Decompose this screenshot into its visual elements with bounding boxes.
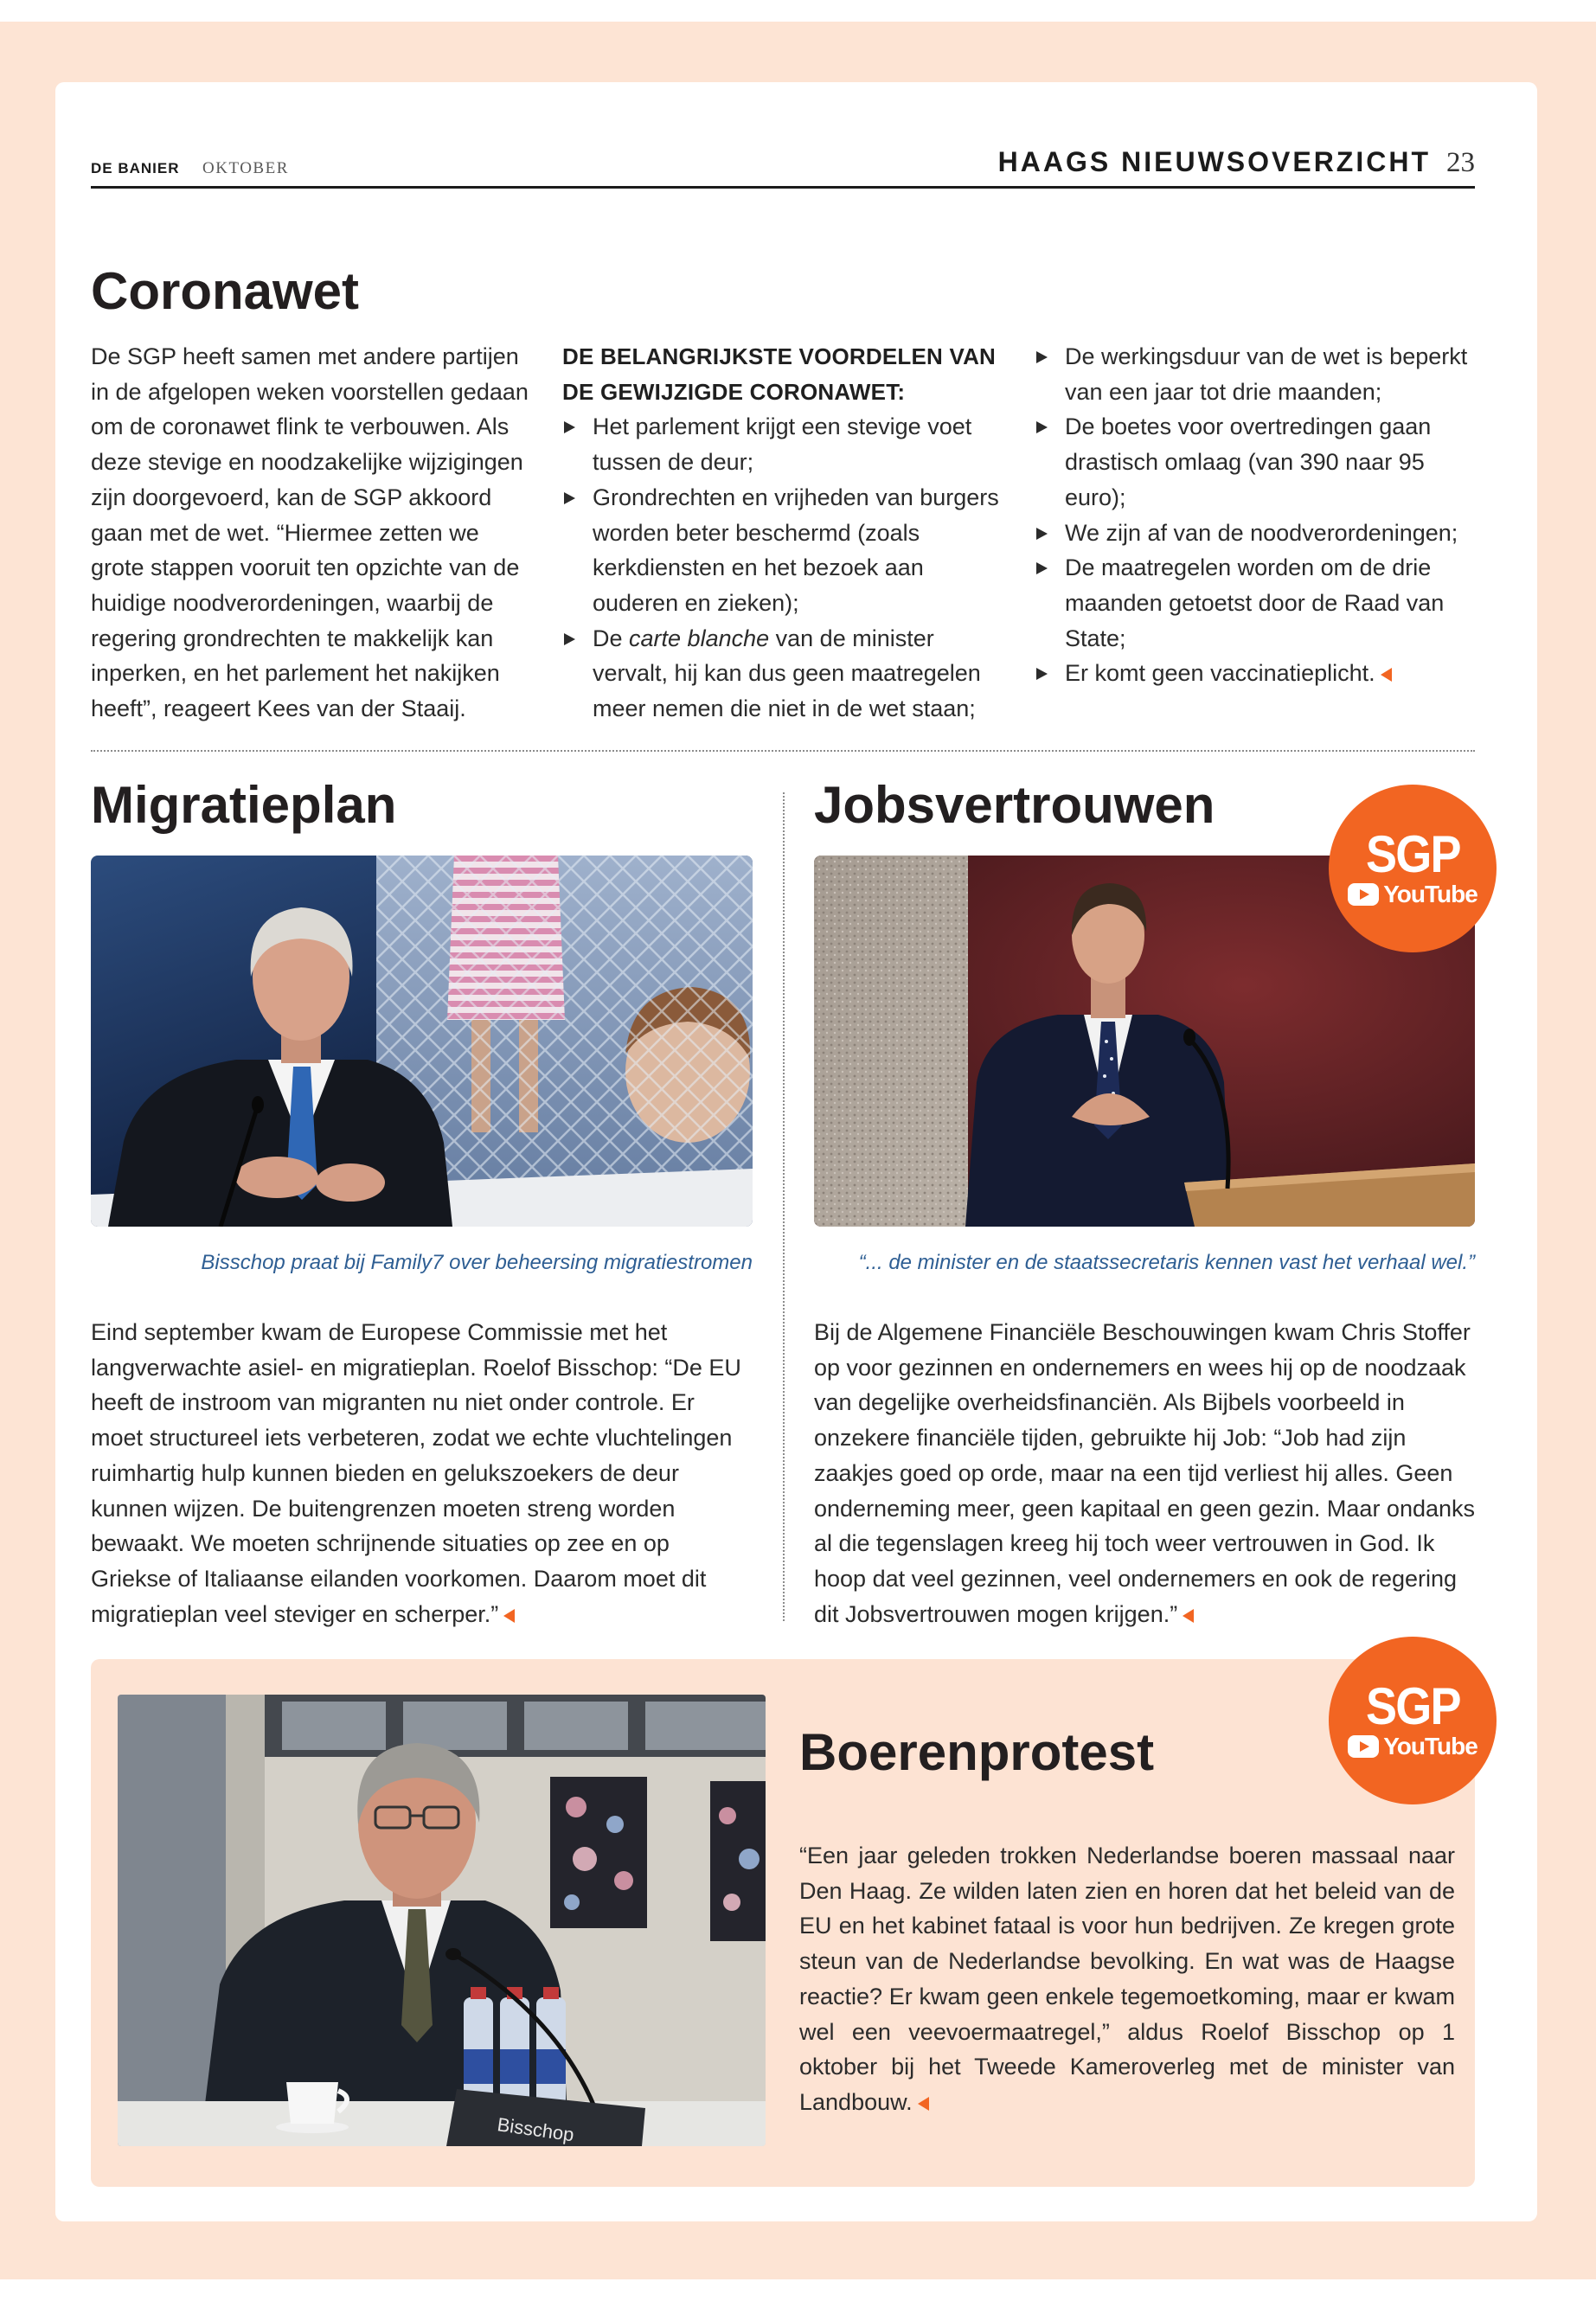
boerenprotest-title: Boerenprotest xyxy=(799,1723,1155,1781)
stone-pillar xyxy=(814,856,968,1227)
table xyxy=(118,2101,766,2146)
coronawet-title: Coronawet xyxy=(91,262,360,320)
wall-painting xyxy=(710,1781,766,1941)
list-item-text: Het parlement krijgt een stevige voet tussen de deur; xyxy=(593,413,972,476)
youtube-text: YouTube xyxy=(1383,1733,1477,1759)
migratieplan-caption: Bisschop praat bij Family7 over beheersing migratiestromen xyxy=(201,1251,753,1274)
issue-month: OKTOBER xyxy=(202,159,289,177)
jobsvertrouwen-caption: “... de minister en de staatssecretaris kennen vast het verhaal wel.” xyxy=(858,1251,1475,1274)
boerenprotest-body xyxy=(799,1838,1455,2120)
triangle-right-icon xyxy=(1036,528,1048,540)
youtube-play-icon xyxy=(1348,1735,1379,1758)
list-item-text: De werkingsduur van de wet is beperkt van een jaar tot drie maanden; xyxy=(1065,343,1468,405)
list-item-emphasis: carte blanche xyxy=(629,625,770,651)
migratieplan-body xyxy=(91,1315,753,1631)
list-item-text: van de minister vervalt, hij kan dus geen maatregelen meer nemen die niet in de wet staan; xyxy=(593,625,981,722)
list-item-text: Er komt geen vaccinatieplicht. xyxy=(1065,660,1375,687)
coronawet-intro: De SGP heeft samen met andere partijen in de afgelopen weken voorstellen gedaan om de coronawet flink te verbouwen. Als deze stevige en noodzakelijke wijzigingen zijn doorgevoerd, kan de SGP akkoord gaan met de wet. “Hiermee zetten we grote stappen vooruit ten opzichte van de huidige noodverordeningen, waarbij de regering grondrechten te makkelijk kan inperken, en het parlement het nakijken heeft”, reageert Kees van der Staaij. xyxy=(91,343,529,722)
sgp-logo: SGP xyxy=(1365,825,1460,883)
column-divider xyxy=(783,792,785,1621)
triangle-left-icon xyxy=(1381,668,1392,682)
benefits-list xyxy=(1035,339,1476,691)
sgp-youtube-badge xyxy=(1329,1637,1497,1804)
sgp-logo: SGP xyxy=(1365,1677,1460,1735)
triangle-right-icon xyxy=(564,421,575,433)
coronawet-benefits-column-1 xyxy=(562,339,1005,727)
list-item xyxy=(562,480,1005,621)
benefits-heading: DE BELANGRIJKSTE VOORDELEN VAN DE GEWIJZIGDE CORONAWET: xyxy=(562,343,997,405)
wall-painting xyxy=(550,1777,647,1928)
section-header xyxy=(998,145,1475,179)
list-item-text: De boetes voor overtredingen gaan drastisch omlaag (van 390 naar 95 euro); xyxy=(1065,413,1432,510)
page-number: 23 xyxy=(1446,147,1475,178)
benefits-list xyxy=(562,409,1005,726)
triangle-right-icon xyxy=(1036,421,1048,433)
list-item-text: De maatregelen worden om de drie maanden getoetst door de Raad van State; xyxy=(1065,554,1445,651)
migratieplan-body-text: Eind september kwam de Europese Commissie met het langverwachte asiel- en migratieplan. Roelof Bisschop: “De EU heeft de instroom van migranten nu niet onder controle. Er moet structureel iets verbeteren, zodat we echte vluchtelingen ruimhartig hulp kunnen bieden en gelukszoekers de deur kunnen wijzen. De buitengrenzen moeten streng worden bewaakt. We moeten schrijnende situaties op zee en op Griekse of Italiaanse eilanden voorkomen. Daarom moet dit migratieplan veel steviger en scherper.” xyxy=(91,1319,741,1627)
publication-name: DE BANIER xyxy=(91,160,180,176)
triangle-right-icon xyxy=(1036,562,1048,574)
list-item xyxy=(562,621,1005,727)
triangle-right-icon xyxy=(564,633,575,645)
nameplate-text: Bisschop xyxy=(496,2113,576,2146)
list-item xyxy=(1035,516,1476,551)
triangle-left-icon xyxy=(1183,1609,1194,1623)
youtube-label xyxy=(1348,881,1477,907)
jobsvertrouwen-body-text: Bij de Algemene Financiële Beschouwingen kwam Chris Stoffer op voor gezinnen en ondernemers en wees hij op de noodzaak van degelijke overheidsfinanciën. Als Bijbels voorbeeld in onzekere financiële tijden, gebruikte hij Job: “Job had zijn zaakjes goed op orde, maar na een tijd verliest hij alles. Geen onderneming meer, geen kapitaal en geen gezin. Maar ondanks al die tegenslagen kreeg hij toch weer vertrouwen in God. Ik hoop dat veel gezinnen, veel ondernemers en ook de regering dit Jobsvertrouwen mogen krijgen.” xyxy=(814,1319,1476,1627)
list-item xyxy=(1035,409,1476,515)
boerenprotest-photo-graphic xyxy=(118,1695,766,2146)
coronawet-benefits-column-2 xyxy=(1035,339,1476,691)
youtube-text: YouTube xyxy=(1383,881,1477,907)
boerenprotest-photo xyxy=(118,1695,766,2146)
youtube-label xyxy=(1348,1734,1477,1759)
header-rule xyxy=(91,186,1475,189)
boerenprotest-body-text: “Een jaar geleden trokken Nederlandse boeren massaal naar Den Haag. Ze wilden laten zien en horen dat het beleid van de EU en het kabinet fataal is voor hun bedrijven. Ze kregen grote steun van de Nederlandse bevolking. En wat was de Haagse reactie? Er kwam geen enkele tegemoetkoming, maar er kwam wel een veevoermaatregel,” aldus Roelof Bisschop op 1 oktober bij het Tweede Kameroverleg met de minister van Landbouw. xyxy=(799,1843,1455,2115)
migratieplan-photo-graphic xyxy=(91,856,753,1227)
section-title: HAAGS NIEUWSOVERZICHT xyxy=(997,146,1431,177)
list-item xyxy=(1035,656,1476,691)
sgp-youtube-badge xyxy=(1329,785,1497,952)
jobsvertrouwen-title: Jobsvertrouwen xyxy=(814,776,1215,834)
list-item-text: Grondrechten en vrijheden van burgers worden beter beschermd (zoals kerkdiensten en het bezoek aan ouderen en zieken); xyxy=(593,484,999,616)
youtube-play-icon xyxy=(1348,883,1379,906)
triangle-right-icon xyxy=(1036,668,1048,680)
list-item-text: We zijn af van de noodverordeningen; xyxy=(1065,519,1458,546)
list-item xyxy=(1035,339,1476,409)
jobsvertrouwen-body xyxy=(814,1315,1475,1631)
migratieplan-title: Migratieplan xyxy=(91,776,397,834)
triangle-left-icon xyxy=(918,2097,929,2111)
migratieplan-photo xyxy=(91,856,753,1227)
list-item-text: De xyxy=(593,625,630,651)
list-item xyxy=(562,409,1005,479)
triangle-right-icon xyxy=(1036,351,1048,363)
window-band xyxy=(265,1695,766,1757)
list-item xyxy=(1035,550,1476,656)
triangle-right-icon xyxy=(564,492,575,504)
coronawet-intro-column xyxy=(91,339,534,727)
section-divider xyxy=(91,750,1475,752)
triangle-left-icon xyxy=(503,1609,515,1623)
